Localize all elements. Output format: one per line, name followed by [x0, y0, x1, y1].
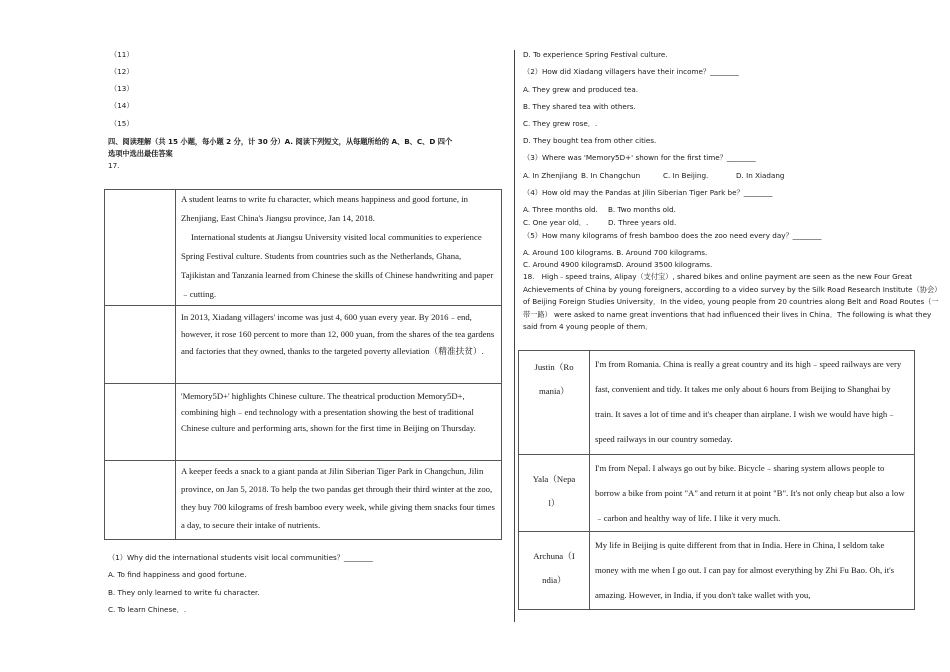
person-text-cell — [590, 351, 915, 455]
person-name: Justin（Ro — [534, 362, 574, 372]
q18-intro-line: Achievements of China by young foreigners, according to a video survey by the Silk Road Research Institute（协会） — [523, 285, 942, 294]
q1-option-a: A. To find happiness and good fortune. — [108, 570, 247, 579]
blank-12: （12） — [110, 67, 134, 76]
passage-text: 'Memory5D+' highlights Chinese culture. The theatrical production Memory5D+, combining high﹣end technology with a presentation showing the best of traditional Chinese culture and performing arts, shown for the first time in Beijing on Thursday. — [181, 391, 476, 433]
q4-option-a: A. Three months old. — [523, 205, 598, 214]
passage-text: A keeper feeds a snack to a giant panda at Jilin Siberian Tiger Park in Changchun, Jilin province, on Jan 5, 2018. To help the two pandas get through their third winter at the zoo, they buy 700 kilograms of fresh bamboo every week, while giving them snacks four times a day, to secure their intake of nutrients. — [181, 466, 495, 530]
question-3: （3）Where was 'Memory5D+' shown for the first time？________ — [523, 153, 756, 162]
question-4: （4）How old may the Pandas at Jilin Siberian Tiger Park be？________ — [523, 188, 773, 197]
blank-13: （13） — [110, 84, 134, 93]
q4-option-d: D. Three years old. — [608, 218, 677, 227]
passage-cell — [176, 461, 502, 540]
q5-option-d: D. Around 3500 kilograms. — [616, 260, 713, 269]
passage-text: In 2013, Xiadang villagers' income was just 4, 600 yuan every year. By 2016﹣end, however, it rose 160 percent to more than 12, 000 yuan, from the shares of the tea gardens and factories that they owned, thanks to the targeted poverty alleviation（精准扶贫）. — [181, 312, 495, 356]
q4-option-c: C. One year old．. — [523, 218, 589, 227]
section-heading-cont: 选项中选出最佳答案 — [108, 149, 173, 158]
q4-option-b: B. Two months old. — [608, 205, 676, 214]
person-text: My life in Beijing is quite different from that in India. Here in China, I seldom take money with me when I go out. I can pay for almost everything by Zhi Fu Bao. Oh, it's amazing. However, in India, if you don't take wallet with you, — [595, 540, 895, 600]
person-text: I'm from Nepal. I always go out by bike. Bicycle﹣sharing system allows people to borrow a bike from point "A" and return it at point "B". It's not only cheap but also a low﹣carbon and healthy way of life. I like it very much. — [595, 463, 905, 523]
passage-text: International students at Jiangsu University visited local communities to experience Spring Festival culture. Students from countries such as the Netherlands, Ghana, Tajikistan and Tanzania learned from Chinese the skills of Chinese handwriting and paper﹣cutting. — [181, 232, 494, 299]
passage-label-cell — [105, 190, 176, 306]
q3-option-d: D. In Xiadang — [736, 171, 785, 180]
blank-15: （15） — [110, 119, 134, 128]
question-1: （1）Why did the international students visit local communities？________ — [108, 553, 373, 562]
passage-label-cell — [105, 461, 176, 540]
person-name-cell — [519, 351, 590, 455]
q2-option-c: C. They grew rose．. — [523, 119, 598, 128]
person-name: mania） — [539, 386, 569, 396]
question-number: 17. — [108, 161, 120, 170]
person-name: Yala（Nepa — [532, 474, 576, 484]
q1-option-d: D. To experience Spring Festival culture. — [523, 50, 668, 59]
passage-label-cell — [105, 306, 176, 384]
q3-option-c: C. In Beijing. — [663, 171, 709, 180]
question-5: （5）How many kilograms of fresh bamboo does the zoo need every day？________ — [523, 231, 822, 240]
person-name: l） — [548, 498, 560, 508]
q5-option-c: C. Around 4900 kilograms. — [523, 260, 619, 269]
q18-intro-line: 带一路） were asked to name great inventions that had influenced their lives in China．The following is what they — [523, 310, 932, 319]
q18-intro-line: 18. High﹣speed trains, Alipay（支付宝）, shared bikes and online payment are seen as the new Four Great — [523, 272, 913, 281]
q2-option-a: A. They grew and produced tea. — [523, 85, 639, 94]
section-heading: 四、阅读理解（共 15 小题，每小题 2 分，计 30 分）A. 阅读下列短文，从每题所给的 A、B、C、D 四个 — [108, 137, 453, 146]
person-text-cell — [590, 532, 915, 610]
q18-intro-line: said from 4 young people of them． — [523, 322, 653, 331]
passage-cell — [176, 384, 502, 461]
blank-14: （14） — [110, 101, 134, 110]
q1-option-b: B. They only learned to write fu character. — [108, 588, 260, 597]
person-name-cell — [519, 455, 590, 532]
blank-11: （11） — [110, 50, 134, 59]
person-name: Archuna（I — [533, 551, 575, 561]
q1-option-c: C. To learn Chinese．. — [108, 605, 187, 614]
column-divider — [514, 50, 515, 622]
q5-options-ab: A. Around 100 kilograms. B. Around 700 kilograms. — [523, 248, 708, 257]
passage-label-cell — [105, 384, 176, 461]
people-table — [518, 350, 915, 610]
question-2: （2）How did Xiadang villagers have their income？________ — [523, 67, 739, 76]
person-name: ndia） — [542, 575, 566, 585]
q18-intro-line: of Beijing Foreign Studies University．In the video, young people from 20 countries along Belt and Road Routes（一 — [523, 297, 939, 306]
q2-option-d: D. They bought tea from other cities. — [523, 136, 657, 145]
passage-text: A student learns to write fu character, which means happiness and good fortune, in Zhenjiang, East China's Jiangsu province, Jan 14, 2018. — [181, 194, 468, 223]
person-text: I'm from Romania. China is really a great country and its high﹣speed railways are very fast, convenient and tidy. It takes me only about 6 hours from Beijing to Shanghai by train. It saves a lot of time and it's cheaper than airplane. I wish we would have high﹣speed railways in our country someday. — [595, 359, 902, 444]
q2-option-b: B. They shared tea with others. — [523, 102, 636, 111]
q3-option-a: A. In Zhenjiang — [523, 171, 578, 180]
passage-cell — [176, 306, 502, 384]
person-name-cell — [519, 532, 590, 610]
passage-table — [104, 189, 502, 540]
passage-cell — [176, 190, 502, 306]
person-text-cell — [590, 455, 915, 532]
q3-option-b: B. In Changchun — [581, 171, 641, 180]
